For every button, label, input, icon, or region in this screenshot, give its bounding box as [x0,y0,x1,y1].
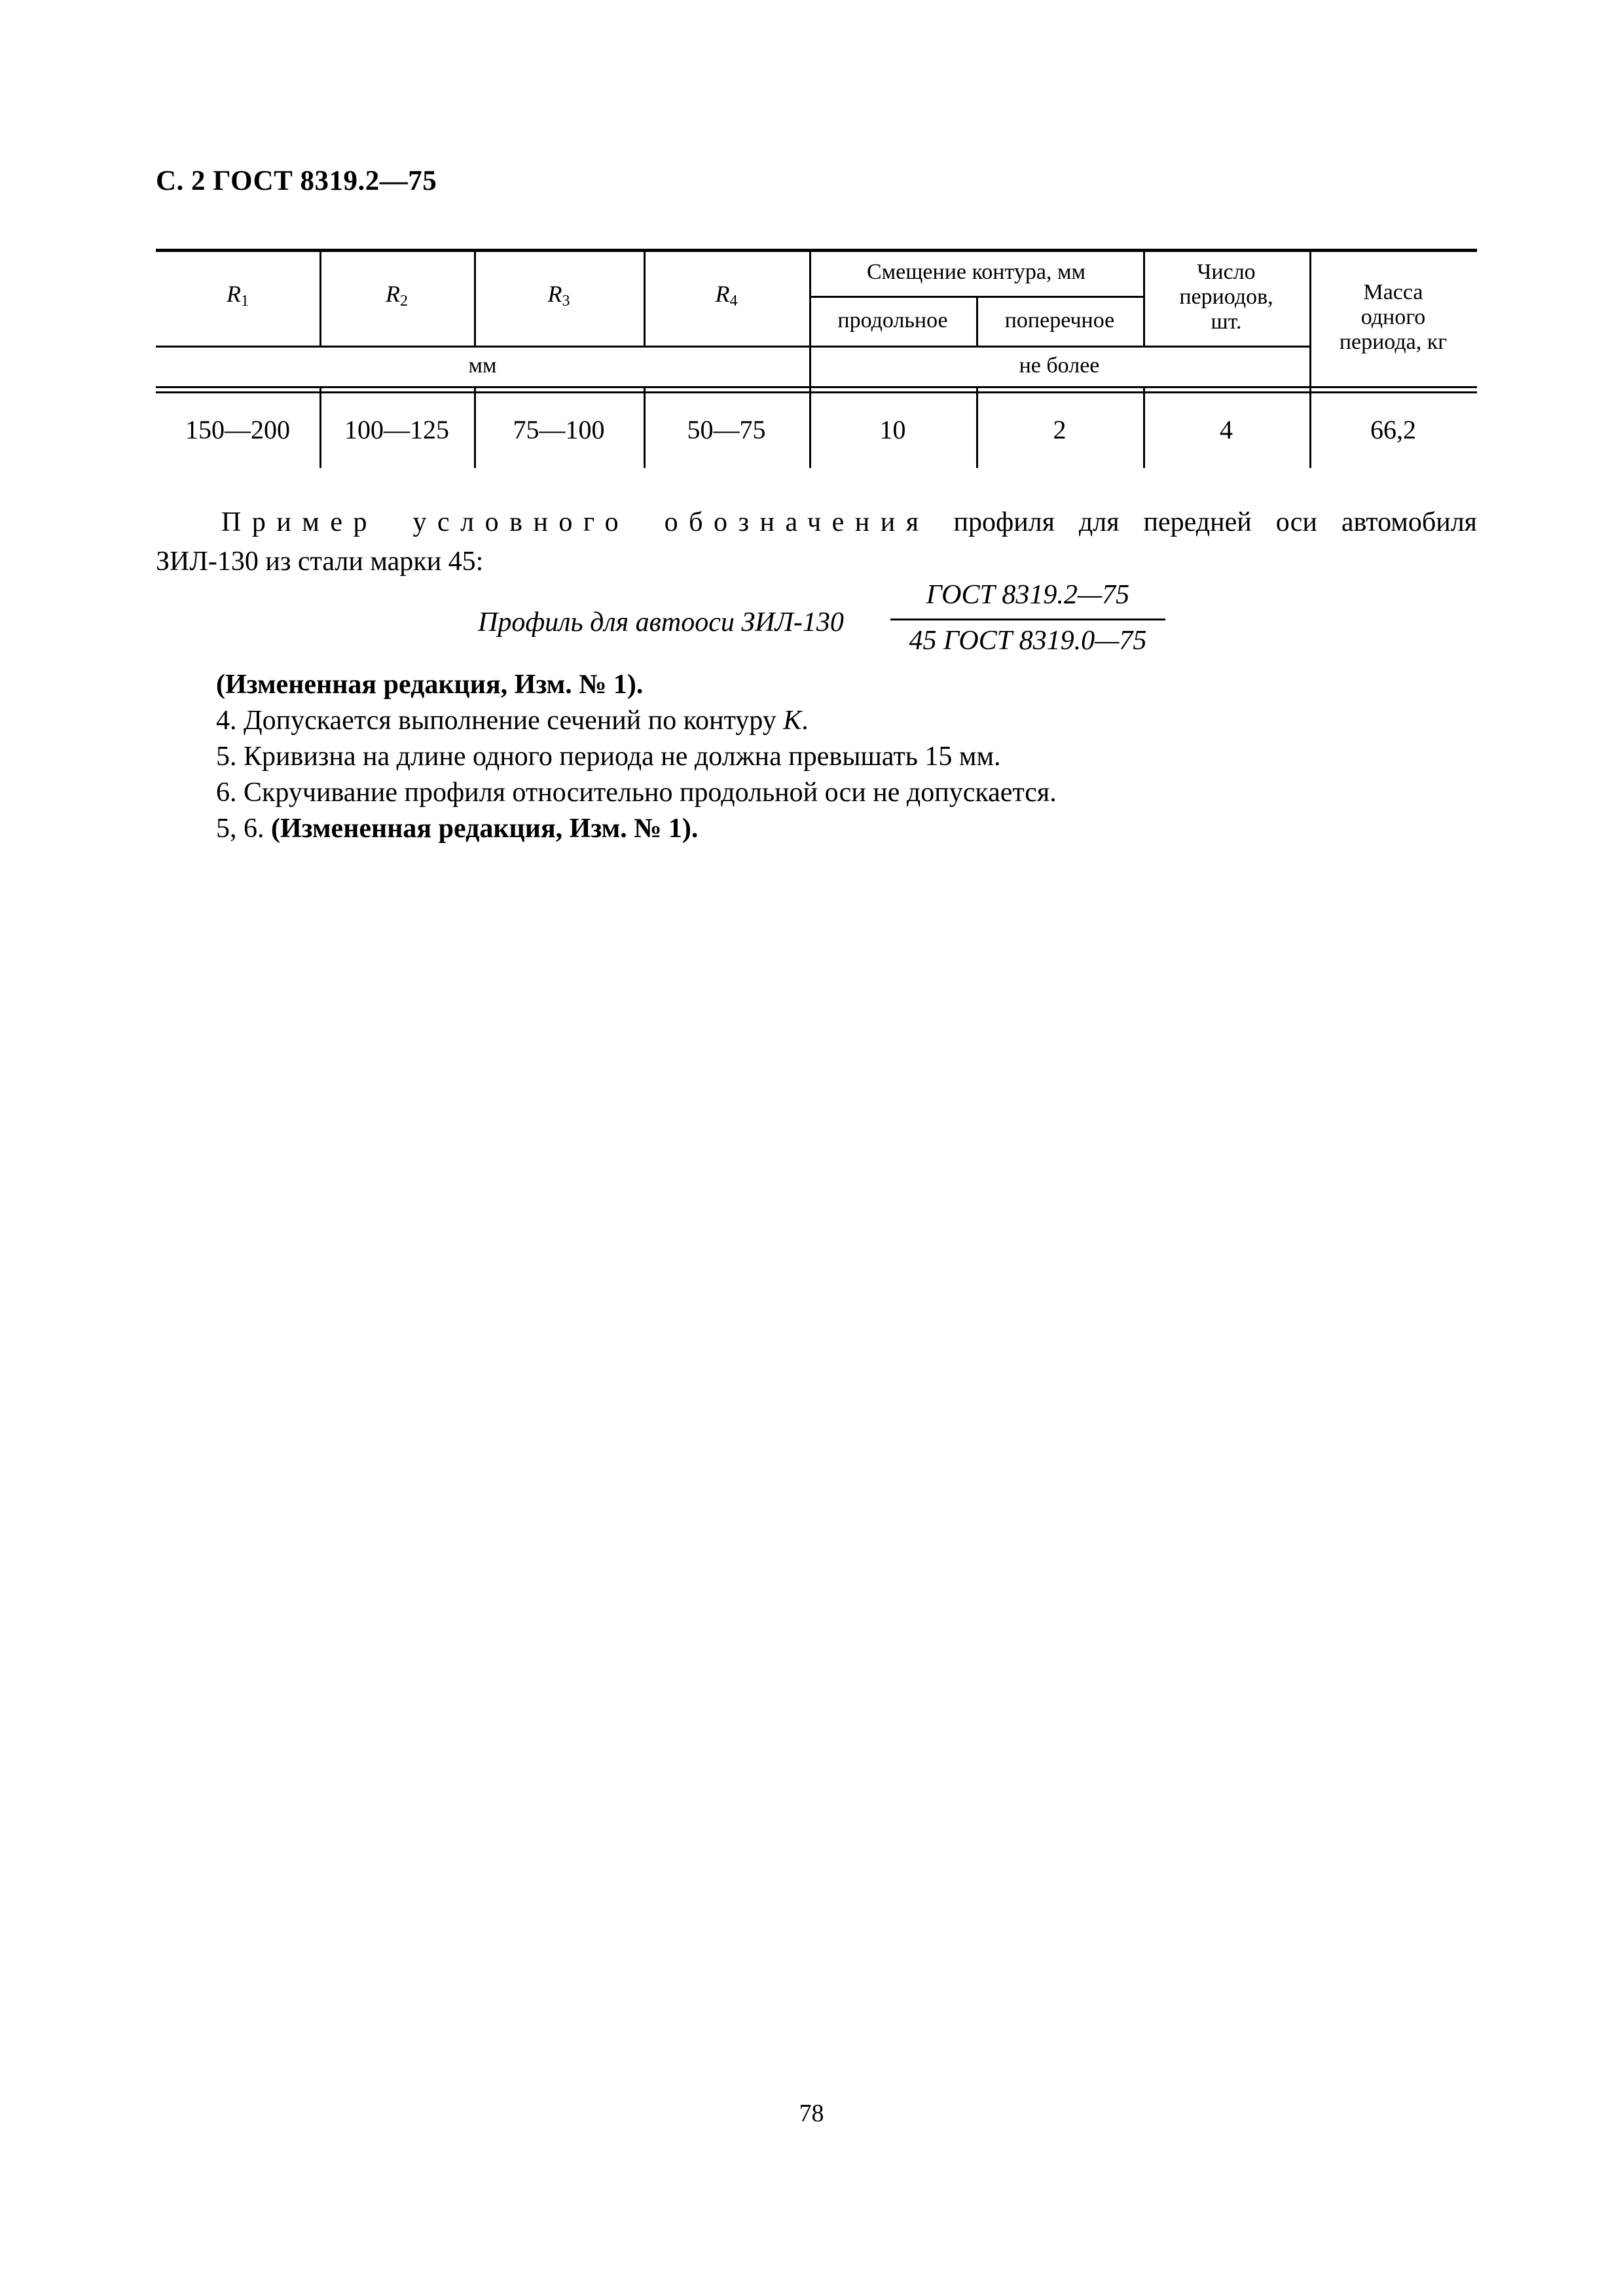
formula-fraction-line [890,619,1165,620]
table-row-r1: 150—200 [185,414,290,444]
note-item-5: 5. Кривизна на длине одного периода не должна превышать 15 мм. [216,742,1001,772]
table-row-transverse: 2 [1053,414,1067,444]
example-paragraph [156,503,1477,542]
header-r4: $R_4$ [715,280,738,310]
header-periods-count: Число периодов, шт. [1179,260,1273,334]
table-row-periods: 4 [1220,414,1233,444]
header-r3: $R_3$ [547,280,570,310]
edit-note-1: (Измененная редакция, Изм. № 1). [216,670,644,700]
header-period-mass: Масса одного периода, кг [1339,280,1448,354]
header-transverse: поперечное [1004,308,1115,332]
note-item-4: 4. Допускается выполнение сечений по контуру K. [216,706,809,736]
header-r1: $R_1$ [227,280,249,310]
formula-numerator: ГОСТ 8319.2—75 [926,580,1130,610]
header-r2: $R_2$ [386,280,408,310]
header-longitudinal: продольное [837,308,948,332]
units-max: не более [1019,353,1100,378]
header-contour-shift: Смещение контура, мм [866,260,1086,284]
table-row-r2: 100—125 [344,414,449,444]
note-item-5-6: 5, 6. (Измененная редакция, Изм. № 1). [216,814,699,844]
table-row-r4: 50—75 [687,414,766,444]
contour-symbol: K [783,706,802,736]
example-line-2: ЗИЛ-130 из стали марки 45: [156,547,484,577]
table-row-longitudinal: 10 [879,414,906,444]
designation-formula [471,579,1178,671]
table-row-r3: 75—100 [513,414,605,444]
example-text: профиля для передней оси автомобиля [929,507,1477,537]
units-mm: мм [468,353,497,378]
formula-label: Профиль для автооси ЗИЛ-130 [478,607,844,637]
units-bottom-rule-1 [156,386,1477,388]
example-spaced-label: Пример условного обозначения [221,507,930,537]
document-header: С. 2 ГОСТ 8319.2—75 [156,166,437,196]
page-number: 78 [799,2100,824,2127]
table-row-mass: 66,2 [1370,414,1416,444]
formula-denominator: 45 ГОСТ 8319.0—75 [909,626,1147,656]
dimensions-table [156,249,1477,468]
note-item-6: 6. Скручивание профиля относительно продольной оси не допускается. [216,778,1057,808]
